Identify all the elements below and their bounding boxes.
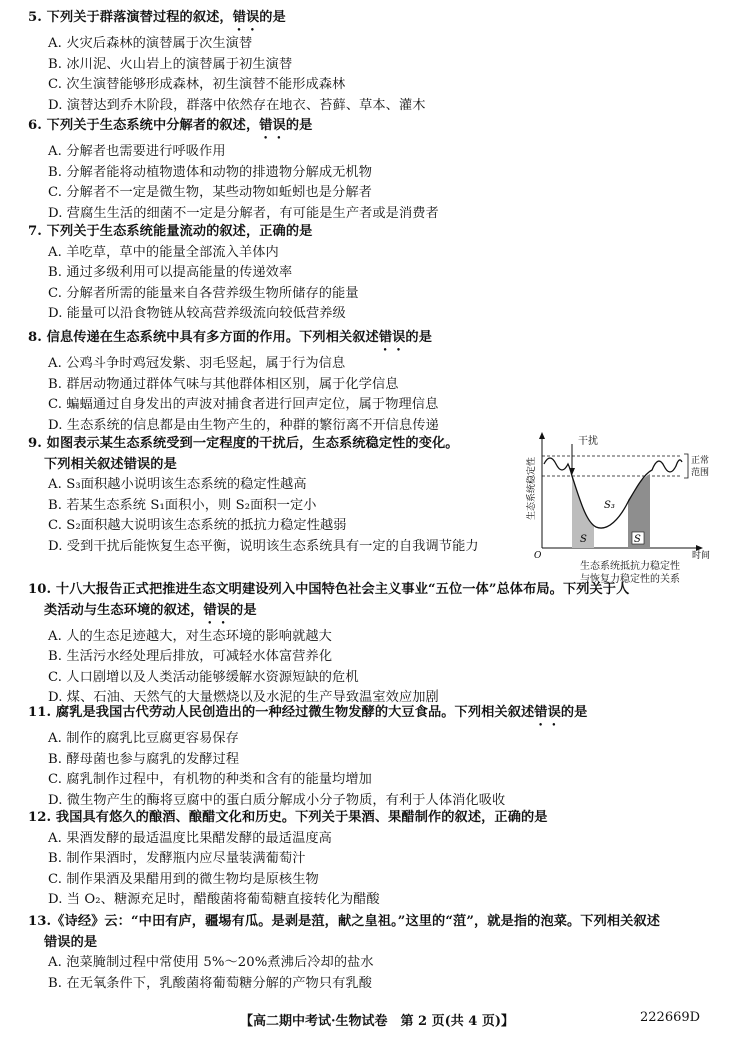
option-a: A. 火灾后森林的演替属于次生演替 <box>48 36 253 51</box>
disturb-label: 干扰 <box>578 436 598 447</box>
question-stem: 9. 如图表示某生态系统受到一定程度的干扰后，生态系统稳定性的变化。 <box>28 436 459 451</box>
stability-figure <box>520 430 720 560</box>
question-5 <box>28 8 426 116</box>
option-a: A. 公鸡斗争时鸡冠发紫、羽毛竖起，属于行为信息 <box>48 356 346 371</box>
question-13 <box>28 912 660 994</box>
caption-line-2: 与恢复力稳定性的关系 <box>580 574 680 585</box>
option-a: A. S₃面积越小说明该生态系统的稳定性越高 <box>48 477 307 492</box>
question-11 <box>28 703 587 811</box>
question-stem-continued: 类活动与生态环境的叙述，错误的是 <box>44 602 257 618</box>
range-bracket <box>684 454 688 478</box>
option-d: D. 受到干扰后能恢复生态平衡，说明该生态系统具有一定的自我调节能力 <box>48 538 479 554</box>
option-a: A. 泡菜腌制过程中常使用 5%～20%煮沸后冷却的盐水 <box>48 955 374 970</box>
caption-line-1: 生态系统抵抗力稳定性 <box>580 561 680 572</box>
option-d: D. 生态系统的信息都是由生物产生的，种群的繁衍离不开信息传递 <box>48 417 439 433</box>
option-b: B. 生活污水经处理后排放，可减轻水体富营养化 <box>48 649 333 664</box>
question-12 <box>28 808 548 911</box>
x-axis-label: 时间 <box>692 551 711 560</box>
question-stem: 5. 下列关于群落演替过程的叙述，错误的是 <box>28 10 286 25</box>
footer-code: 222669D <box>640 1010 701 1025</box>
question-8 <box>28 328 439 436</box>
option-b: B. 冰川泥、火山岩上的演替属于初生演替 <box>48 56 293 72</box>
question-6 <box>28 116 439 224</box>
option-c: C. 次生演替能够形成森林，初生演替不能形成森林 <box>48 77 346 92</box>
option-d: D. 当 O₂、糖源充足时，醋酸菌将葡萄糖直接转化为醋酸 <box>48 892 380 907</box>
option-b: B. 若某生态系统 S₁面积小，则 S₂面积一定小 <box>48 497 317 513</box>
option-a: A. 羊吃草，草中的能量全部流入羊体内 <box>48 244 279 260</box>
question-stem: 13.《诗经》云：“中田有庐，疆埸有瓜。是剥是菹，献之皇祖。”这里的“菹”，就是指的泡菜。下列相关叙述 <box>28 914 661 929</box>
question-9 <box>28 434 479 557</box>
option-b: B. 群居动物通过群体气味与其他群体相区别，属于化学信息 <box>48 376 399 392</box>
option-d: D. 煤、石油、天然气的大量燃烧以及水泥的生产导致温室效应加剧 <box>48 690 439 705</box>
range-label-2: 范围 <box>691 468 710 478</box>
s2-label: S₃ <box>604 500 615 511</box>
option-b: B. 酵母菌也参与腐乳的发酵过程 <box>48 751 240 767</box>
option-a: A. 人的生态足迹越大，对生态环境的影响就越大 <box>48 628 332 644</box>
question-stem: 8. 信息传递在生态系统中具有多方面的作用。下列相关叙述错误的是 <box>28 330 432 345</box>
option-b: B. 在无氧条件下，乳酸菌将葡萄糖分解的产物只有乳酸 <box>48 975 372 991</box>
option-a: A. 分解者也需要进行呼吸作用 <box>48 144 226 159</box>
option-c: C. 分解者不一定是微生物，某些动物如蚯蚓也是分解者 <box>48 185 372 200</box>
option-c: C. 人口剧增以及人类活动能够缓解水资源短缺的危机 <box>48 669 359 685</box>
range-label-1: 正常 <box>691 456 710 466</box>
question-stem: 7. 下列关于生态系统能量流动的叙述，正确的是 <box>28 224 313 239</box>
y-axis-arrow <box>539 432 545 439</box>
option-c: C. 蝙蝠通过自身发出的声波对捕食者进行回声定位，属于物理信息 <box>48 397 439 412</box>
option-c: C. 分解者所需的能量来自各营养级生物所储存的能量 <box>48 285 359 301</box>
option-d: D. 微生物产生的酶将豆腐中的蛋白质分解成小分子物质，有利于人体消化吸收 <box>48 792 506 808</box>
footer-title: 【高二期中考试·生物试卷 第 2 页(共 4 页)】 <box>240 1014 515 1029</box>
option-b: B. 分解者能将动植物遗体和动物的排遗物分解成无机物 <box>48 164 372 180</box>
option-c: C. 制作果酒及果醋用到的微生物均是原核生物 <box>48 871 319 887</box>
question-stem-continued: 错误的是 <box>44 934 98 950</box>
option-b: B. 制作果酒时，发酵瓶内应尽量装满葡萄汁 <box>48 851 306 866</box>
s3-label: S <box>634 534 641 545</box>
question-7 <box>28 222 359 325</box>
question-stem: 6. 下列关于生态系统中分解者的叙述，错误的是 <box>28 118 313 133</box>
stability-curve <box>544 458 682 528</box>
s1-label: S <box>580 534 587 545</box>
question-stem-continued: 下列相关叙述错误的是 <box>44 456 177 472</box>
option-c: C. S₂面积越大说明该生态系统的抵抗力稳定性越弱 <box>48 518 347 533</box>
question-stem: 12. 我国具有悠久的酿酒、酿醋文化和历史。下列关于果酒、果醋制作的叙述，正确的是 <box>28 810 548 825</box>
y-axis-label: 生态系统稳定性 <box>527 456 537 520</box>
option-a: A. 制作的腐乳比豆腐更容易保存 <box>48 731 239 746</box>
option-a: A. 果酒发酵的最适温度比果醋发酵的最适温度高 <box>48 830 332 846</box>
question-10 <box>28 580 629 709</box>
option-c: C. 腐乳制作过程中，有机物的种类和含有的能量均增加 <box>48 772 372 787</box>
disturb-arrow <box>569 468 575 475</box>
option-b: B. 通过多级利用可以提高能量的传递效率 <box>48 265 293 280</box>
origin-label: O <box>534 551 542 560</box>
question-stem: 11. 腐乳是我国古代劳动人民创造出的一种经过微生物发酵的大豆食品。下列相关叙述错误的是 <box>28 705 588 720</box>
question-stem: 10. 十八大报告正式把推进生态文明建设列入中国特色社会主义事业“五位一体”总体布局。下列关于人 <box>28 582 630 597</box>
option-d: D. 营腐生生活的细菌不一定是分解者，有可能是生产者或是消费者 <box>48 205 439 221</box>
option-d: D. 能量可以沿食物链从较高营养级流向较低营养级 <box>48 306 346 321</box>
option-d: D. 演替达到乔木阶段，群落中依然存在地衣、苔藓、草本、灌木 <box>48 97 426 113</box>
